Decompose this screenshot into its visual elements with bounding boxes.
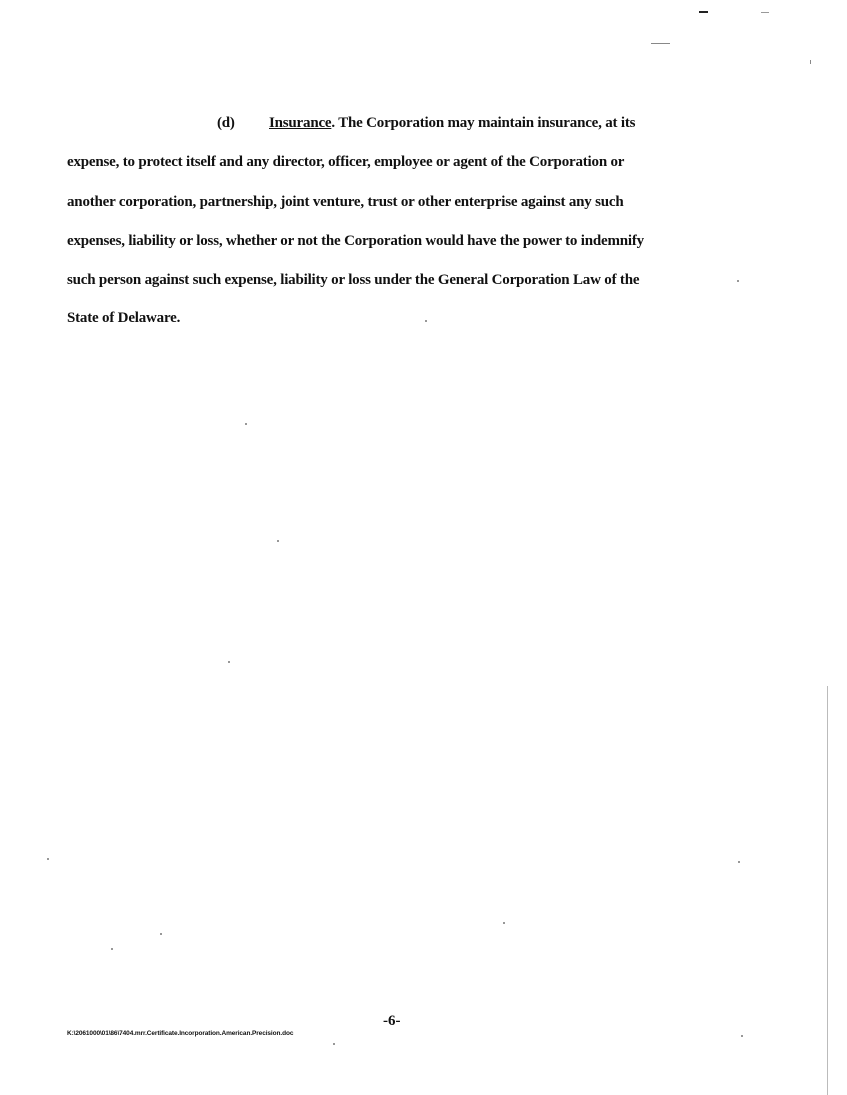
scan-speck xyxy=(741,1035,743,1037)
scan-speck xyxy=(245,423,247,425)
section-label: (d) xyxy=(217,115,235,131)
paragraph-line-2: expense, to protect itself and any director, officer, employee or agent of the Corporation or xyxy=(67,154,625,170)
scan-speck xyxy=(503,922,505,924)
scan-speck xyxy=(333,1043,335,1045)
paragraph-line-3: another corporation, partnership, joint venture, trust or other enterprise against any such xyxy=(67,194,624,210)
scan-edge-line xyxy=(827,686,828,1095)
scan-mark xyxy=(651,43,670,44)
scan-mark xyxy=(699,11,708,13)
scan-speck xyxy=(111,948,113,950)
scan-speck xyxy=(277,540,279,542)
scan-speck xyxy=(228,661,230,663)
scan-speck xyxy=(737,280,739,282)
scan-speck xyxy=(47,858,49,860)
scan-speck xyxy=(425,320,427,322)
paragraph-line-4: expenses, liability or loss, whether or not the Corporation would have the power to indemnify xyxy=(67,233,644,249)
paragraph-line-5: such person against such expense, liability or loss under the General Corporation Law of the xyxy=(67,272,640,288)
paragraph-line-1 xyxy=(217,114,635,132)
page-number: -6- xyxy=(383,1013,401,1029)
footer-file-path: K:\2061000\01\86\7404.mrr.Certificate.Incorporation.American.Precision.doc xyxy=(67,1030,294,1037)
heading-punctuation: . xyxy=(331,115,335,131)
line-1-text: The Corporation may maintain insurance, at its xyxy=(334,115,636,131)
scan-mark xyxy=(810,60,811,64)
scan-speck xyxy=(738,861,740,863)
section-heading: Insurance xyxy=(269,115,332,131)
paragraph-line-6: State of Delaware. xyxy=(67,310,181,326)
scan-speck xyxy=(160,933,162,935)
scan-mark xyxy=(761,12,769,13)
